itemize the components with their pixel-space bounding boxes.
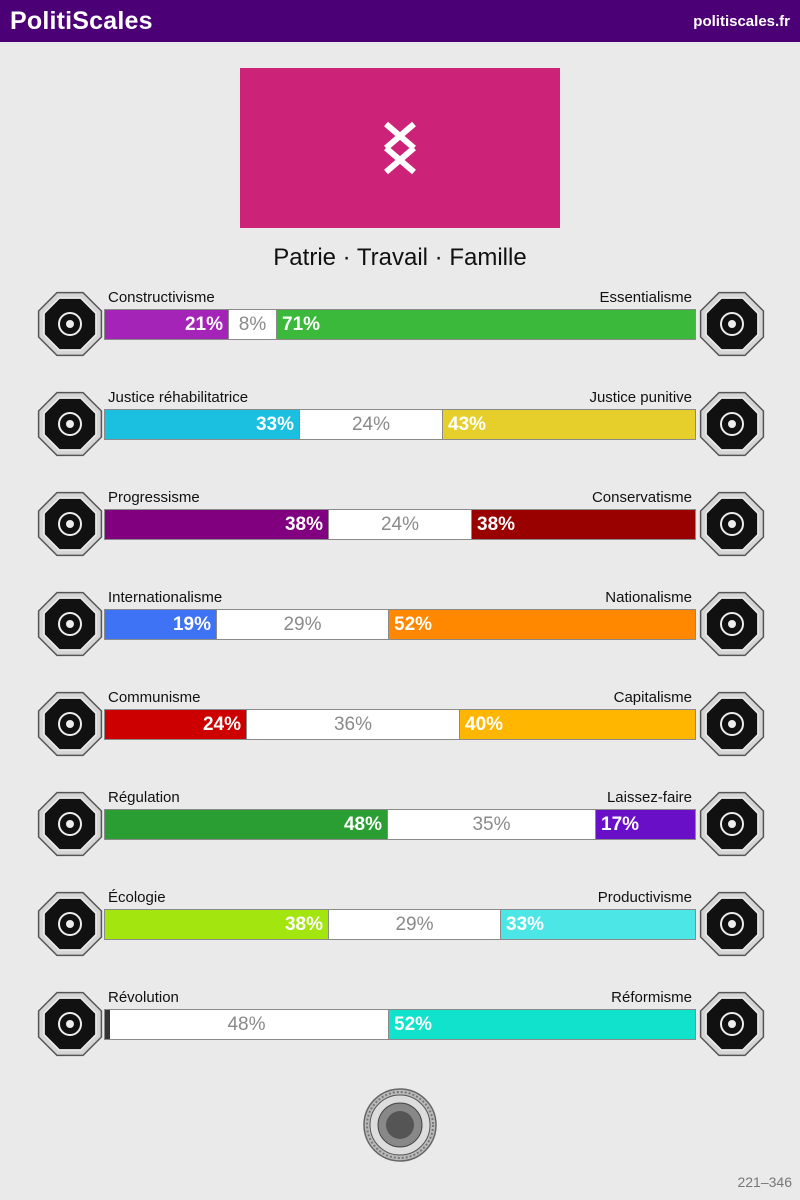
axis-bar <box>104 809 696 840</box>
axis-right-segment: 43% <box>442 410 695 439</box>
flower-icon <box>696 288 768 360</box>
axis-bar <box>104 509 696 540</box>
axis-right-label: Productivisme <box>597 889 692 906</box>
axis-neutral-segment: 48% <box>227 1014 266 1035</box>
politiscales-seal-icon <box>362 1087 438 1163</box>
site-link[interactable]: politiscales.fr <box>693 13 790 30</box>
axis-row <box>0 388 800 468</box>
axis-right-segment: 52% <box>388 610 695 639</box>
axis-bar <box>104 609 696 640</box>
prison-bars-icon <box>696 388 768 460</box>
axis-left-segment: 19% <box>105 610 217 639</box>
axis-row <box>0 888 800 968</box>
axis-neutral-segment: 36% <box>333 714 373 735</box>
axis-left-label: Révolution <box>108 989 179 1006</box>
sprout-icon <box>34 888 106 960</box>
hammer-sickle-icon <box>34 688 106 760</box>
axis-row <box>0 688 800 768</box>
axis-left-label: Justice réhabilitatrice <box>108 389 249 406</box>
axis-left-label: Écologie <box>108 889 166 906</box>
axis-neutral-segment: 24% <box>380 514 420 535</box>
axis-right-label: Capitalisme <box>613 689 692 706</box>
axis-left-label: Internationalisme <box>108 589 223 606</box>
axis-neutral-segment: 8% <box>238 314 267 335</box>
axis-left-label: Constructivisme <box>108 289 215 306</box>
double-x-icon <box>382 120 418 176</box>
axis-left-segment: 38% <box>105 510 329 539</box>
axis-neutral-segment: 24% <box>351 414 391 435</box>
axis-bar <box>104 309 696 340</box>
axis-bar <box>104 409 696 440</box>
header-bar <box>0 0 800 42</box>
eye-web-icon <box>34 288 106 360</box>
axis-row <box>0 288 800 368</box>
axis-right-label: Essentialisme <box>599 289 692 306</box>
axis-bar <box>104 909 696 940</box>
axis-right-label: Conservatisme <box>591 489 692 506</box>
flag <box>240 68 560 228</box>
axis-right-segment: 40% <box>459 710 695 739</box>
axis-right-label: Justice punitive <box>589 389 692 406</box>
axis-left-label: Progressisme <box>108 489 200 506</box>
axis-right-label: Laissez-faire <box>606 789 692 806</box>
axis-neutral-segment: 29% <box>283 614 322 635</box>
axis-neutral-segment: 35% <box>472 814 511 835</box>
axis-neutral-segment: 29% <box>395 914 434 935</box>
axis-row <box>0 988 800 1068</box>
axis-left-label: Régulation <box>108 789 180 806</box>
axis-right-segment: 33% <box>500 910 695 939</box>
axis-bar <box>104 1009 696 1040</box>
fist-icon <box>34 988 106 1060</box>
axis-left-segment: 38% <box>105 910 329 939</box>
axis-left-segment: 21% <box>105 310 229 339</box>
flag-icon <box>696 588 768 660</box>
axis-row <box>0 788 800 868</box>
handshake-icon <box>34 388 106 460</box>
axis-right-label: Nationalisme <box>605 589 692 606</box>
axis-right-segment: 17% <box>595 810 695 839</box>
axis-right-label: Réformisme <box>611 989 692 1006</box>
axis-bar <box>104 709 696 740</box>
quill-icon <box>696 488 768 560</box>
app-title[interactable]: PolitiScales <box>10 7 153 35</box>
slogan: Patrie · Travail · Famille <box>273 244 527 271</box>
axis-right-segment: 71% <box>276 310 695 339</box>
gear-icon <box>696 888 768 960</box>
axis-row <box>0 488 800 568</box>
butterfly-icon <box>696 788 768 860</box>
axis-right-segment: 38% <box>471 510 695 539</box>
axis-right-segment: 52% <box>388 1010 695 1039</box>
axis-left-segment: 24% <box>105 710 247 739</box>
ruler-compass-icon <box>34 788 106 860</box>
rocket-icon <box>34 488 106 560</box>
parliament-icon <box>696 988 768 1060</box>
money-bag-icon <box>696 688 768 760</box>
globe-icon <box>34 588 106 660</box>
axis-row <box>0 588 800 668</box>
result-code: 221–346 <box>737 1174 792 1190</box>
axis-left-segment: 48% <box>105 810 388 839</box>
axis-left-segment: 33% <box>105 410 300 439</box>
axis-left-label: Communisme <box>108 689 201 706</box>
